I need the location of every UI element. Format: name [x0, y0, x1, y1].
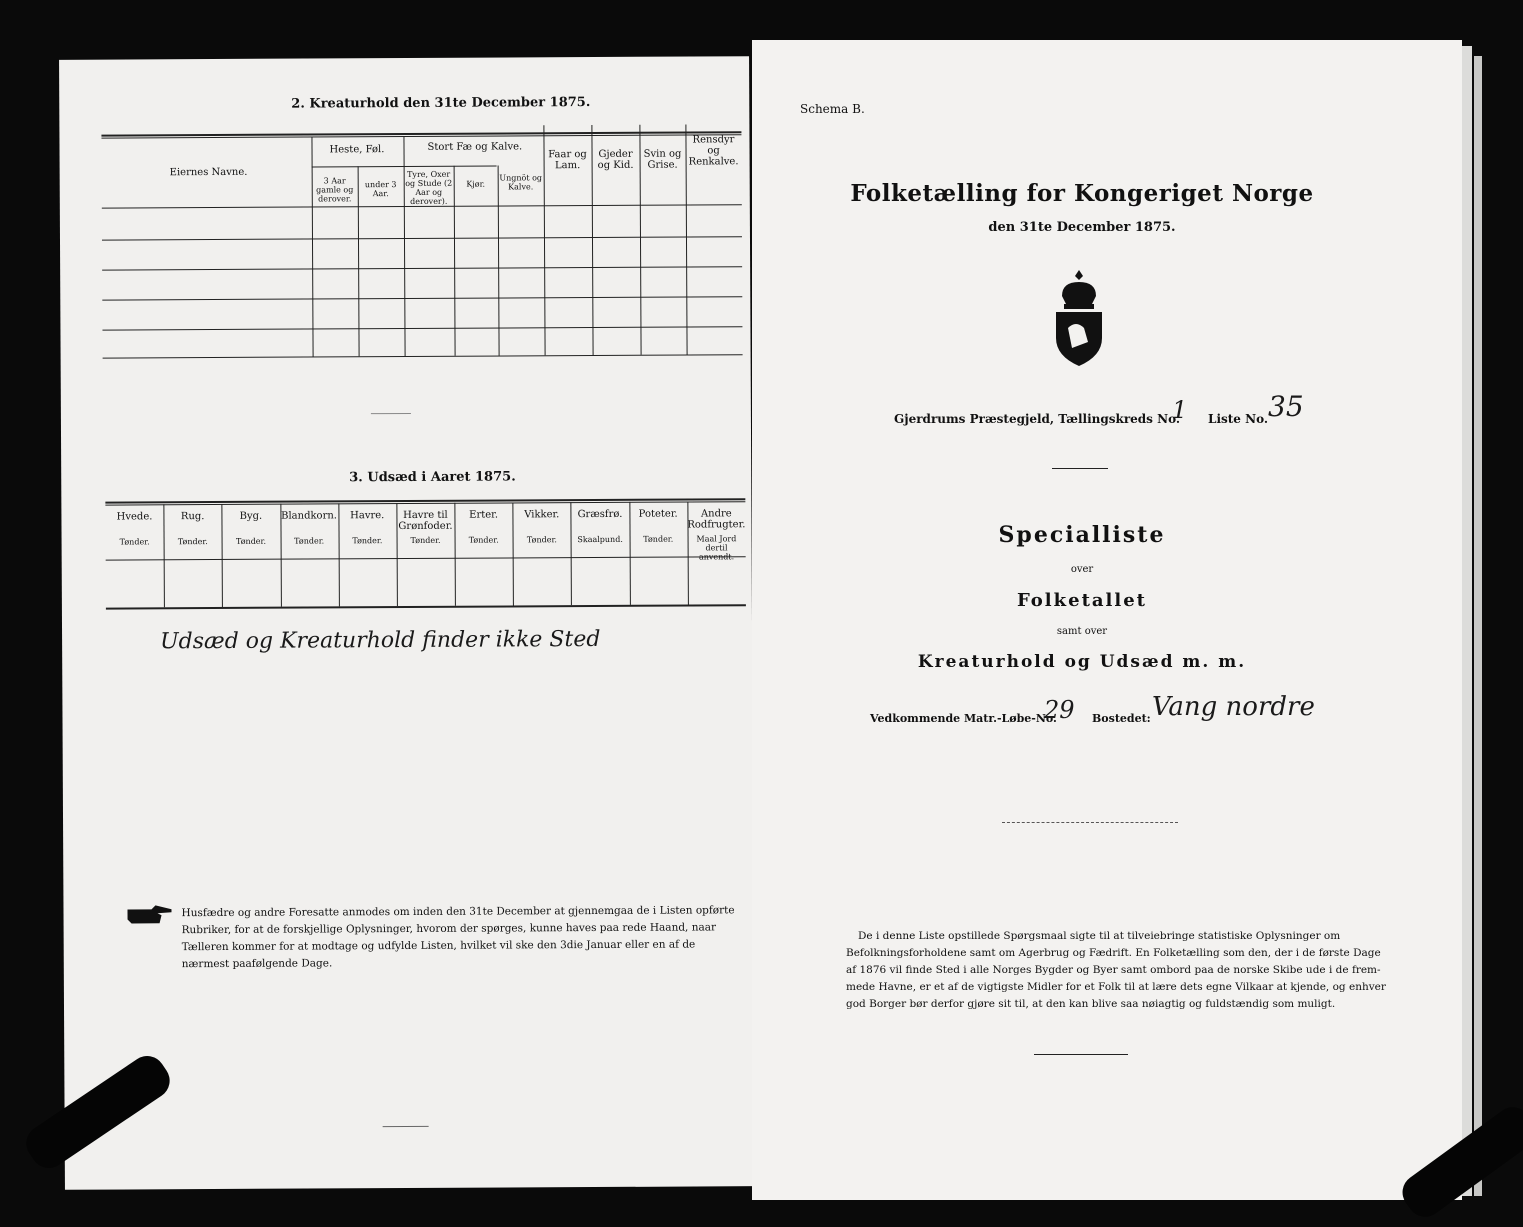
seed-col-name: Rug.	[180, 511, 205, 523]
seed-col-unit: Tønder.	[352, 536, 383, 546]
cattle-col-young: Ungnöt og Kalve.	[499, 173, 543, 192]
seed-col-name: Havre.	[350, 510, 385, 522]
section-2-title: 2. Kreaturhold den 31te December 1875.	[291, 95, 591, 112]
seed-col-name: Vikker.	[524, 509, 560, 521]
census-date: den 31te December 1875.	[988, 220, 1176, 235]
seed-col-name: Byg.	[239, 510, 263, 522]
bosted-label: Bostedet:	[1092, 712, 1151, 725]
notice-line: nærmest paafølgende Dage.	[181, 957, 333, 971]
cattle-col-cows: Kjør.	[466, 179, 486, 189]
notice-line: Tælleren kommer for at modtage og udfylde Listen, hvilket vil ske den 3die Januar eller en af de	[181, 938, 696, 954]
seed-col-unit: Tønder.	[119, 537, 150, 547]
seed-col-unit: Tønder.	[468, 535, 499, 545]
handwritten-note: Udsæd og Kreaturhold finder ikke Sted	[160, 626, 601, 655]
pigs-header: Svin og Grise.	[643, 148, 682, 171]
seed-col-unit: Tønder.	[294, 536, 325, 546]
notice-line: Husfædre og andre Foresatte anmodes om inden den 31te December at gjennemgaa de i Listen opførte	[181, 904, 735, 920]
left-page	[59, 56, 755, 1190]
seed-col-unit: Skaalpund.	[577, 534, 623, 545]
notice-line: Rubriker, for at de forskjellige Oplysninger, hvorom der spørges, kunne haves paa rede Haand, naar	[181, 921, 717, 937]
district-number: 1	[1172, 396, 1188, 424]
owner-name-header: Eiernes Navne.	[169, 166, 248, 179]
matr-number: 29	[1044, 696, 1075, 724]
reindeer-header: Rensdyr og Renkalve.	[688, 134, 739, 168]
seed-col-name: Andre Rodfrugter.	[687, 508, 746, 531]
seed-col-unit: Maal Jord dertil anvendt.	[696, 534, 737, 562]
specialliste-heading: Specialliste	[998, 522, 1166, 548]
list-number: 35	[1268, 390, 1304, 423]
info-line: af 1876 vil finde Sted i alle Norges Bygder og Byer samt ombord paa de norske Skibe ude i de frem-	[846, 964, 1381, 976]
info-line: mede Havne, er et af de vigtigste Midler for et Folk til at lære dets egne Vilkaar at kjende, og enhver	[846, 981, 1386, 993]
horse-col-3yr: 3 Aar gamle og derover.	[316, 176, 354, 204]
info-line: god Borger bør derfor gjøre sit til, at den kan blive saa nøiagtig og fuldstændig som muligt.	[846, 998, 1336, 1010]
seed-col-name: Erter.	[469, 509, 499, 521]
matr-label: Vedkommende Matr.-Løbe-No.	[870, 712, 1057, 725]
samt-over-text: samt over	[1056, 626, 1108, 637]
over-text: over	[1070, 564, 1094, 575]
cattle-col-bulls: Tyre, Oxer og Stude (2 Aar og derover).	[405, 169, 453, 206]
page-edge	[1462, 46, 1472, 1196]
sheep-header: Faar og Lam.	[548, 149, 587, 172]
notice-text	[181, 902, 734, 973]
list-label: Liste No.	[1208, 412, 1269, 426]
horse-col-under3: under 3 Aar.	[364, 180, 397, 199]
page-edge	[1474, 56, 1482, 1196]
horse-header: Heste, Føl.	[329, 144, 385, 156]
seed-col-name: Havre til Grønfoder.	[398, 509, 453, 533]
goats-header: Gjeder og Kid.	[597, 148, 634, 171]
seed-col-unit: Tønder.	[643, 534, 674, 544]
seed-col-unit: Tønder.	[235, 536, 267, 546]
right-page	[752, 40, 1462, 1200]
seed-col-name: Hvede.	[116, 511, 153, 523]
census-title: Folketælling for Kongeriget Norge	[850, 180, 1314, 207]
seed-col-unit: Tønder.	[410, 535, 441, 545]
info-line: De i denne Liste opstillede Spørgsmaal sigte til at tilveiebringe statistiske Oplysninger om	[858, 930, 1341, 942]
parish-label: Gjerdrums Præstegjeld, Tællingskreds No.	[894, 412, 1181, 426]
section-3-title: 3. Udsæd i Aaret 1875.	[349, 469, 516, 486]
norway-coat-of-arms-icon	[1048, 268, 1110, 370]
bosted-value: Vang nordre	[1152, 692, 1315, 722]
cattle-header: Stort Fæ og Kalve.	[427, 141, 523, 153]
seed-col-unit: Tønder.	[526, 535, 557, 545]
seed-col-name: Græsfrø.	[577, 508, 623, 521]
pointing-hand-icon	[125, 901, 175, 927]
folketallet-heading: Folketallet	[1017, 590, 1147, 611]
seed-col-name: Blandkorn.	[281, 510, 337, 522]
seed-col-unit: Tønder.	[177, 537, 208, 547]
info-line: Befolkningsforholdene samt om Agerbrug og Fædrift. En Folketælling som den, der i de første Dage	[846, 947, 1381, 959]
info-text	[846, 928, 1386, 1013]
kreaturhold-heading: Kreaturhold og Udsæd m. m.	[917, 652, 1247, 672]
seed-col-name: Poteter.	[638, 508, 678, 520]
schema-label: Schema B.	[800, 102, 865, 116]
